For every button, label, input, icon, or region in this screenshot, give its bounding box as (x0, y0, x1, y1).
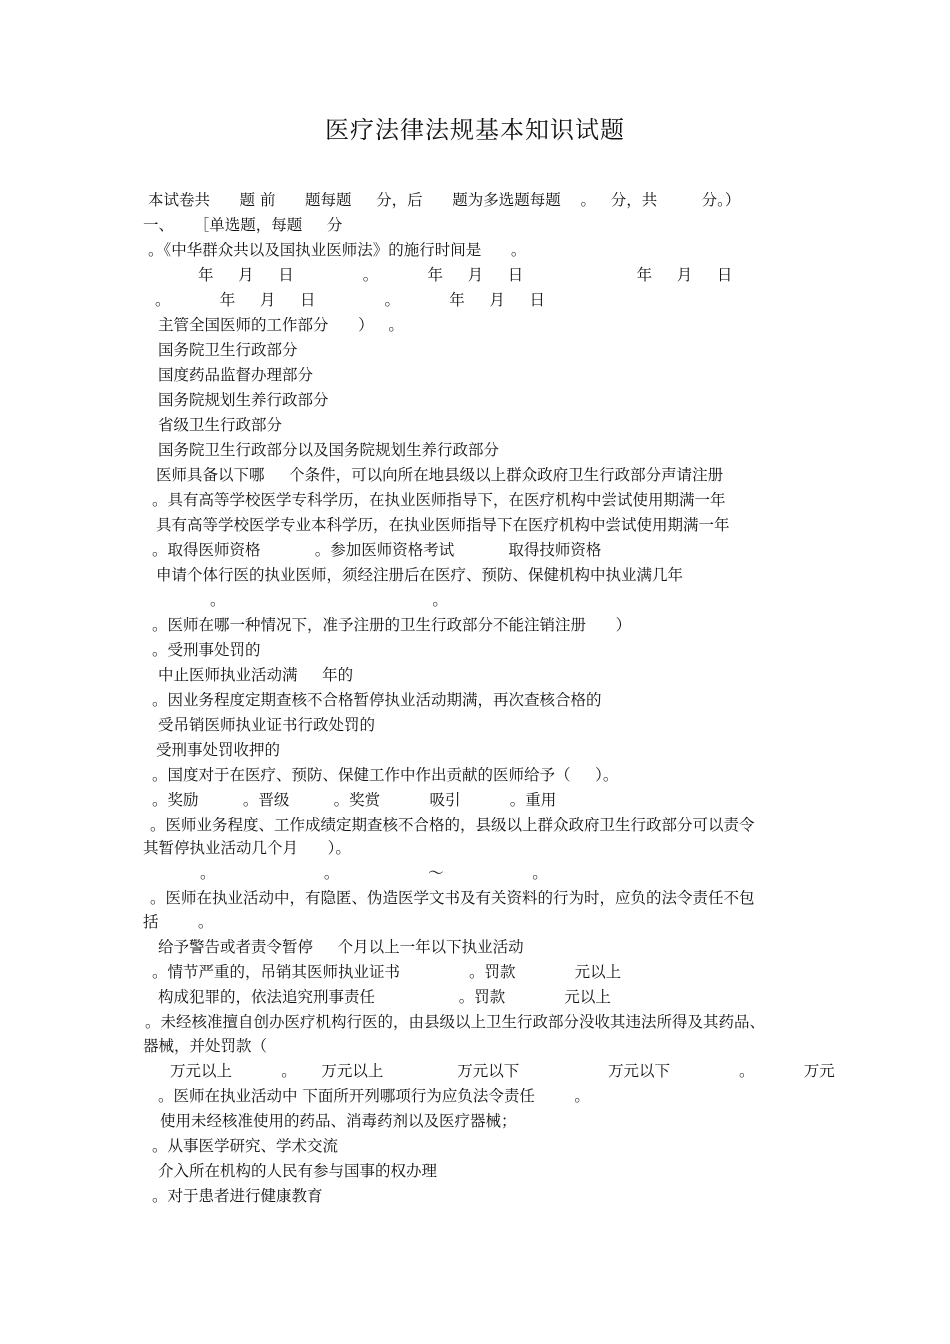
question-text: 。医师在执业活动中 下面所开列哪项行为应负法令责任 。 (158, 1087, 590, 1105)
question-text: 主管全国医师的工作部分 ） 。 (158, 316, 404, 334)
question-text-continued: 器械，并处罚款（ (143, 1037, 268, 1055)
answer-options: 。取得医师资格 。参加医师资格考试 取得技师资格 (152, 541, 602, 559)
answer-option: 。因业务程度定期查核不合格暂停执业活动期满，再次查核合格的 (152, 691, 602, 709)
answer-option: 国务院卫生行政部分 (158, 341, 298, 359)
answer-options: 万元以上 。 万元以上 万元以下 万元以下 。 万元 (170, 1062, 835, 1080)
question-text-continued: 其暂停执业活动几个月 ）。 (143, 839, 351, 857)
answer-options: 构成犯罪的，依法追究刑事责任 。罚款 元以上 (158, 988, 611, 1006)
question-text: 。医师在哪一种情况下，准予注册的卫生行政部分不能注销注册 ） (152, 616, 632, 634)
question-text-continued: 括 。 (143, 913, 214, 931)
answer-option: 。具有高等学校医学专科学历，在执业医师指导下，在医疗机构中尝试使用期满一年 (152, 491, 726, 509)
question-text: 。未经核准擅自创办医疗机构行医的，由县级以上卫生行政部分没收其违法所得及其药品、 (145, 1013, 766, 1031)
question-text: 。《中华群众共以及国执业医师法》的施行时间是 。 (148, 241, 527, 259)
answer-option: 受吊销医师执业证书行政处罚的 (158, 716, 376, 734)
question-text: 。国度对于在医疗、预防、保健工作中作出贡献的医师给予（ ）。 (152, 766, 619, 784)
answer-option: 介入所在机构的人民有参与国事的权办理 (158, 1162, 438, 1180)
answer-option: 。从事医学研究、学术交流 (152, 1137, 339, 1155)
answer-options: 。 。 ～ 。 (200, 864, 548, 882)
answer-options: 。 年 月 日 。 年 月 日 (155, 291, 546, 309)
answer-options: 年 月 日 。 年 月 日 年 月 日 (198, 266, 733, 284)
answer-option: 国务院卫生行政部分以及国务院规划生养行政部分 (158, 441, 500, 459)
answer-option: 使用未经核准使用的药品、消毒药剂以及医疗器械； (160, 1112, 517, 1130)
answer-options: 。 。 (210, 591, 448, 609)
exam-instructions: 本试卷共 题 前 题每题 分，后 题为多选题每题 。 分，共 分。） (148, 191, 741, 209)
answer-option: 国务院规划生养行政部分 (158, 391, 329, 409)
question-text: 。医师业务程度、工作成绩定期查核不合格的，县级以上群众政府卫生行政部分可以责令 (150, 816, 755, 834)
answer-options: 。情节严重的，吊销其医师执业证书 。罚款 元以上 (152, 963, 622, 981)
answer-options: 。奖励 。晋级 。奖赏 吸引 。重用 (152, 791, 557, 809)
question-text: 申请个体行医的执业医师，须经注册后在医疗、预防、保健机构中执业满几年 (156, 566, 684, 584)
document-title: 医疗法律法规基本知识试题 (325, 116, 625, 144)
question-text: 医师具备以下哪 个条件，可以向所在地县级以上群众政府卫生行政部分声请注册 (156, 466, 724, 484)
section-heading: 一、 ［单选题，每题 分 (143, 216, 343, 234)
answer-option: 。受刑事处罚的 (152, 641, 261, 659)
answer-option: 给予警告或者责令暂停 个月以上一年以下执业活动 (158, 938, 524, 956)
answer-option: 省级卫生行政部分 (158, 416, 283, 434)
answer-option: 具有高等学校医学专业本科学历，在执业医师指导下在医疗机构中尝试使用期满一年 (156, 516, 730, 534)
answer-option: 国度药品监督办理部分 (158, 366, 314, 384)
answer-option: 受刑事处罚收押的 (156, 741, 281, 759)
question-text: 。医师在执业活动中，有隐匿、伪造医学文书及有关资料的行为时，应负的法令责任不包 (150, 889, 755, 907)
answer-option: 中止医师执业活动满 年的 (158, 666, 354, 684)
answer-option: 。对于患者进行健康教育 (152, 1187, 323, 1205)
